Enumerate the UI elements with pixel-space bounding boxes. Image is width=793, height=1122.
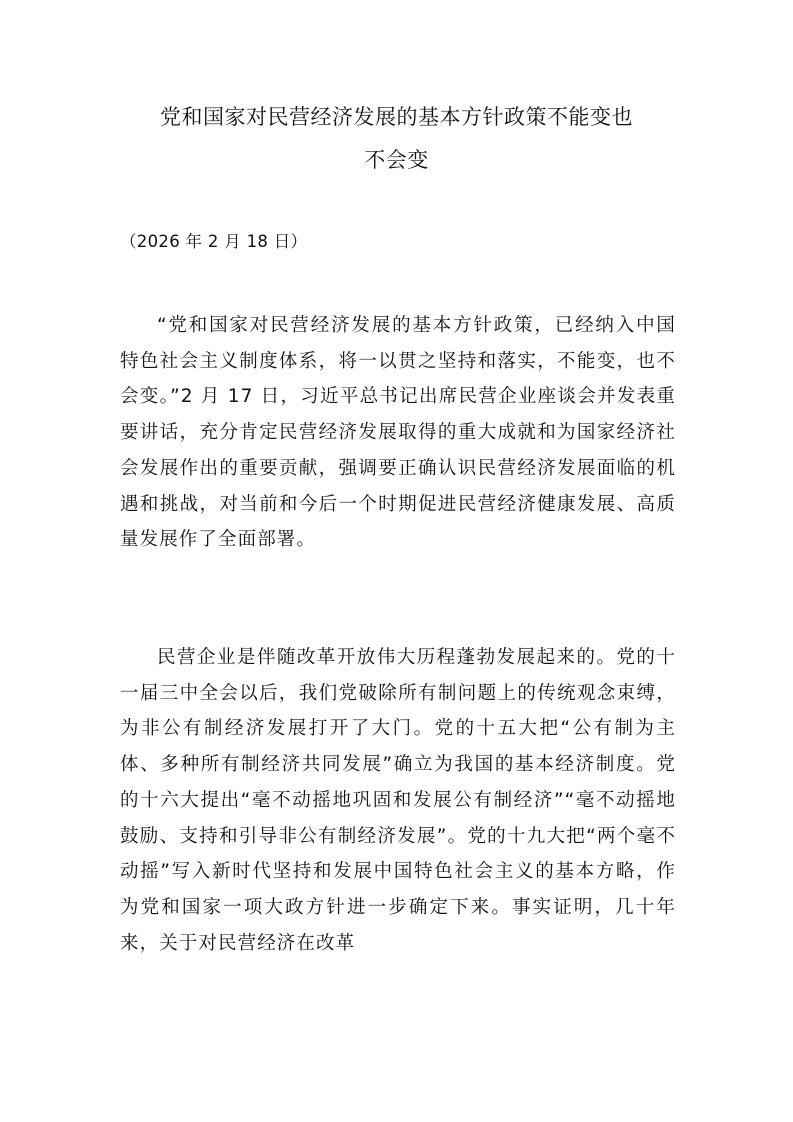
- paragraph-2: 民营企业是伴随改革开放伟大历程蓬勃发展起来的。党的十一届三中全会以后，我们党破除所有制问题上的传统观念束缚，为非公有制经济发展打开了大门。党的十五大把“公有制为主体、多种所有制经济共同发展”确立为我国的基本经济制度。党的十六大提出“毫不动摇地巩固和发展公有制经济”“毫不动摇地鼓励、支持和引导非公有制经济发展”。党的十九大把“两个毫不动摇”写入新时代坚持和发展中国特色社会主义的基本方略，作为党和国家一项大政方针进一步确定下来。事实证明，几十年来，关于对民营经济在改革: [120, 647, 676, 954]
- paragraph-1: “党和国家对民营经济发展的基本方针政策，已经纳入中国特色社会主义制度体系，将一以贯之坚持和落实，不能变，也不会变。”2 月 17 日，习近平总书记出席民营企业座谈会并发表重要讲话，充分肯定民营经济发展取得的重大成就和为国家经济社会发展作出的重要贡献，强调要正确认识民营经济发展面临的机遇和挑战，对当前和今后一个时期促进民营经济健康发展、高质量发展作了全面部署。: [120, 315, 676, 551]
- document-date: （2026 年 2 月 18 日）: [120, 232, 308, 251]
- document-title-line-2: 不会变: [364, 148, 429, 172]
- document-title-line-1: 党和国家对民营经济发展的基本方针政策不能变也: [160, 105, 633, 129]
